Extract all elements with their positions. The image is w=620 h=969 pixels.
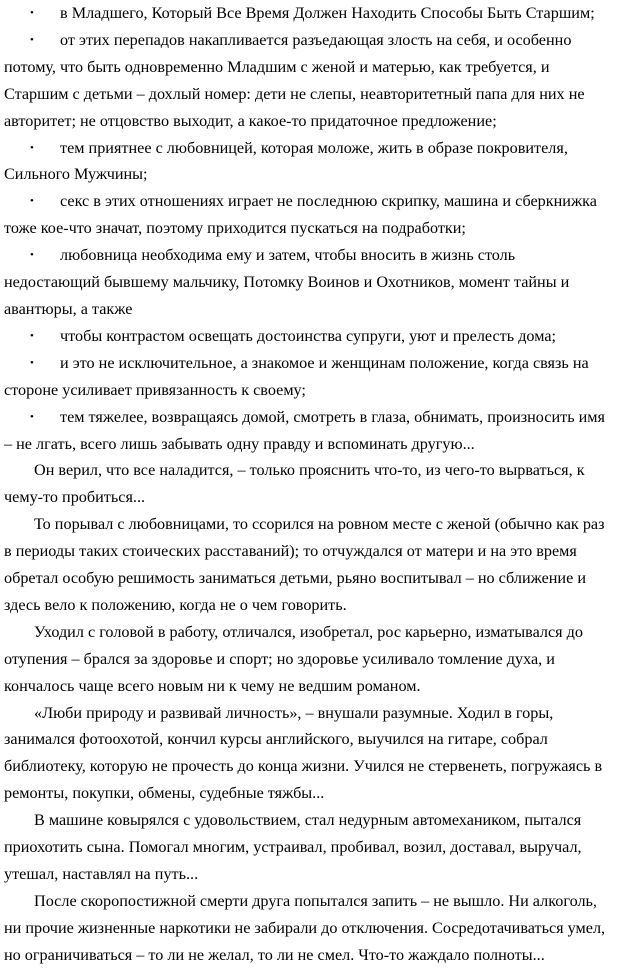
paragraph: Уходил с головой в работу, отличался, изобретал, рос карьерно, изматывался до отупения – брался за здоровье и спорт; но здоровье усиливало томление духа, и кончалось чаще всего новым ни к чему не ведшим романом. bbox=[4, 622, 583, 695]
bullet-icon: • bbox=[30, 356, 34, 369]
bullet-text: тем приятнее с любовницей, которая моложе, жить в образе покровителя, Сильного Мужчины; bbox=[4, 138, 568, 184]
bullet-icon: • bbox=[30, 7, 34, 19]
paragraph: «Люби природу и развивай личность», – внушали разумные. Ходил в горы, занимался фотоохотой, кончил курсы английского, выучился на гитаре, собрал библиотеку, которую не прочесть до конца жизни. Учился не стервенеть, погружаясь в ремонты, покупки, обмены, судебные тяжбы... bbox=[4, 703, 603, 803]
bullet-item bbox=[4, 350, 612, 404]
bullet-text: в Младшего, Который Все Время Должен Находить Способы Быть Старшим; bbox=[60, 4, 595, 22]
bullet-item bbox=[4, 0, 612, 27]
paragraph: То порывал с любовницами, то ссорился на ровном месте с женой (обычно как раз в периоды таких стоических расставаний); то отчуждался от матери и на это время обретал особую решимость заниматься детьми, рьяно воспитывал – но сближение и здесь вело к положению, когда не о чем говорить. bbox=[4, 515, 605, 614]
bullet-text: и это не исключительное, а знакомое и женщинам положение, когда связь на стороне усиливает привязанность к своему; bbox=[4, 353, 589, 399]
bullet-icon: • bbox=[30, 33, 34, 46]
bullet-icon: • bbox=[30, 410, 34, 423]
bullet-text: чтобы контрастом освещать достоинства супруги, уют и прелесть дома; bbox=[60, 326, 557, 345]
bullet-icon: • bbox=[30, 195, 34, 208]
document-page bbox=[4, 0, 612, 969]
bullet-item bbox=[4, 323, 612, 350]
bullet-text: любовница необходима ему и затем, чтобы вносить в жизнь столь недостающий бывшему мальчику, Потомку Воинов и Охотников, момент тайны и авантюры, а также bbox=[4, 246, 570, 318]
bullet-item bbox=[4, 27, 612, 135]
bullet-item bbox=[4, 404, 612, 458]
bullet-icon: • bbox=[30, 249, 34, 262]
paragraph: Он верил, что все наладится, – только прояснить что-то, из чего-то вырваться, к чему-то пробиться... bbox=[4, 461, 585, 507]
bullet-text: секс в этих отношениях играет не последнюю скрипку, машина и сберкнижка тоже кое-что значат, поэтому приходится пускаться на подработки; bbox=[4, 192, 597, 238]
bullet-text: тем тяжелее, возвращаясь домой, смотреть в глаза, обнимать, произносить имя – не лгать, всего лишь забывать одну правду и вспоминать другую... bbox=[4, 407, 605, 453]
paragraph: После скоропостижной смерти друга попытался запить – не вышло. Ни алкоголь, ни прочие жизненные наркотики не забирали до отключения. Сосредотачиваться умел, но ограничиваться – то ли не желал, то ли не смел. Что-то жаждало полноты... bbox=[4, 891, 606, 964]
bullet-icon: • bbox=[30, 329, 34, 342]
bullet-text: от этих перепадов накапливается разъедающая злость на себя, и особенно потому, что быть одновременно Младшим с женой и матерью, как требуется, и Старшим с детьми – дохлый номер: дети не слепы, неавторитетный папа для них не авторитет; не отцовство выходит, а какое-то придаточное предложение; bbox=[4, 30, 585, 130]
bullet-item bbox=[4, 188, 612, 242]
bullet-item bbox=[4, 242, 612, 323]
bullet-item bbox=[4, 135, 612, 189]
bullet-icon: • bbox=[30, 141, 34, 154]
paragraph: В машине ковырялся с удовольствием, стал недурным автомехаником, пытался приохотить сына. Помогал многим, устраивал, пробивал, возил, доставал, выручал, утешал, наставлял на путь... bbox=[4, 811, 582, 883]
